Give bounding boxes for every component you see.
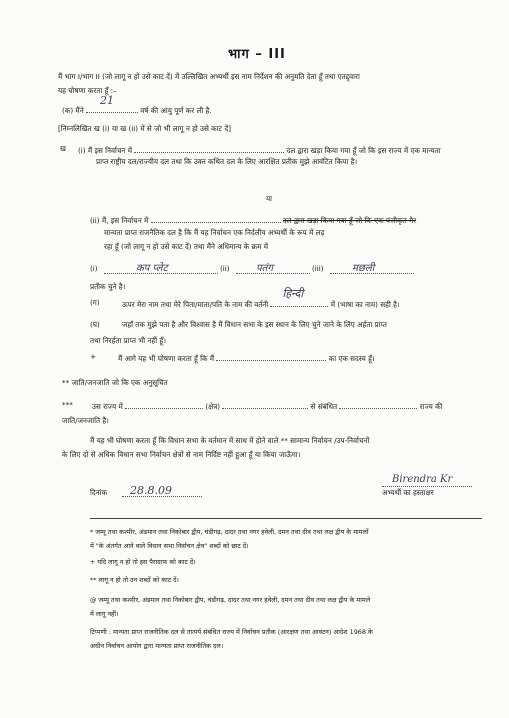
symbol-iii-value: मछली — [352, 263, 375, 274]
language-field[interactable] — [270, 287, 328, 307]
clause-a-suffix: वर्ष की आयु पूर्ण कर ली है. — [140, 106, 212, 115]
language-value: हिन्दी — [282, 287, 304, 300]
caste-line: ** जाति/जनजाति जो कि एक अनुसूचित — [62, 378, 168, 387]
candidate-signature: Birendra Kr — [392, 474, 453, 485]
footnote-2: + यदि लागू न हो तो इस पैराग्राफ को काट दें। — [90, 558, 196, 566]
symbol-i-value: कप प्लेट — [136, 263, 168, 274]
clause-g-label: (ग) — [90, 298, 100, 307]
clause-b-i — [78, 144, 441, 156]
clause-b-i-start: (i) मैं इस निर्वाचन में — [78, 146, 132, 155]
footnote-1-cont: में "के अंतर्गत आने वाले विधान सभा निर्वाचन क्षेत्र" शब्दों को छाट दें। — [90, 542, 249, 550]
footnote-5-cont: अधीन निर्वाचन आयोग द्वारा मान्यता प्राप्त राजनीतिक दल। — [90, 642, 224, 650]
clause-b-ii-end: दल द्वारा खड़ा किया गया हूँ जो कि एक पंजीकृत गैर — [282, 216, 417, 225]
state-clause — [92, 400, 443, 412]
signature-caption: अभ्यर्थी का हस्ताक्षर — [382, 486, 472, 498]
clause-gh-text: जहाँ तक मुझे पता है और विश्वास है मैं विधान सभा के इस स्थान के लिए चुने जाने के लिए अर्हता प्राप्त — [122, 320, 387, 329]
triple-star: *** — [62, 400, 73, 409]
plus-end: का एक सदस्य हूँ। — [328, 354, 375, 363]
clause-b-i-line2: प्राप्त राष्ट्रीय दल/राज्यीय दल तथा कि उक्त कथित दल के लिए आरक्षित प्रतीक मुझे आवंटित किया है। — [96, 157, 358, 166]
clause-b-label: ख — [60, 144, 66, 153]
intro-line-1: मैं भाग I/भाग II (जो लागू न हो उसे काट दें) में उल्लिखित अभ्यर्थी इस नाम निर्देशन की अनुमति देता हूँ तथा एतद्द्वारा — [58, 72, 360, 81]
clause-b-ii-start: (ii) मैं, इस निर्वाचन में — [90, 216, 149, 225]
symbol-iii-label: (iii) — [312, 264, 324, 273]
footnote-3: ** लागू न हो तो उन शब्दों को काट दें। — [90, 576, 179, 584]
related-label: से संबंधित — [310, 402, 338, 411]
footnote-5: टिप्पणी : मान्यता प्राप्त राजनीतिक दल से तात्पर्य संबंधित राज्य में निर्वाचन प्रतीक (आरक्षण तथा आवंटन) आदेश 1968 के — [90, 628, 373, 636]
age-field[interactable] — [86, 94, 138, 113]
related-field[interactable] — [339, 400, 417, 409]
party-field-i[interactable] — [134, 144, 284, 153]
state-end: राज्य की — [419, 402, 443, 411]
footnote-1: * जम्मू तथा कश्मीर, अंडमान तथा निकोबार द्वीप, चंडीगढ़, दादर तथा नगर हवेली, दमन तथा दीव तथा लक्ष द्वीप के मामलों — [90, 528, 369, 536]
clause-b-i-end: दल द्वारा खड़ा किया गया हूँ जो कि इस राज्य में एक मान्यता — [286, 146, 441, 155]
final-declaration-1: मैं यह भी घोषणा करता हूँ कि विधान सभा के वर्तमान में साथ में होने वाले ** सामान्य निर्वाचन /उप-निर्वाचनों — [90, 436, 370, 445]
final-declaration-2: के लिए दो से अधिक विधान सभा निर्वाचन क्षेत्रों से नाम निर्दिष्ट नहीं हुआ हूँ या किया जाऊँगा। — [62, 450, 301, 459]
area-label: (क्षेत्र) — [205, 402, 221, 411]
footnote-4-cont: में लागू नहीं। — [90, 610, 119, 618]
clause-b-ii-line3: रहा हूँ (जो लागू न हो उसे काट दें) तथा मैंने अधिमान्य के क्रम में — [104, 242, 268, 251]
clause-b-ii-line2: मान्यता प्राप्त राजनैतिक दल है कि मैं यह निर्वाचन एक निर्दलीय अभ्यर्थी के रूप में लड़ — [104, 228, 325, 237]
symbol-i-label: (i) — [90, 264, 98, 273]
state-field[interactable] — [125, 400, 203, 409]
age-value: 21 — [100, 94, 114, 107]
state-text: उस राज्य में — [92, 402, 123, 411]
symbol-ii-value: पतंग — [256, 263, 274, 274]
clause-gh-line2: तथा निरर्हता प्राप्त भी नहीं हूँ। — [90, 336, 166, 345]
plus-label: + — [90, 352, 97, 361]
date-label: दिनांक — [90, 488, 108, 497]
page-title: भाग – III — [228, 47, 286, 62]
plus-text: मैं आगे यह भी घोषणा करता हूँ कि मैं — [118, 354, 215, 363]
community-field[interactable] — [216, 352, 326, 361]
clause-b-ii — [90, 214, 416, 226]
area-field[interactable] — [222, 400, 308, 409]
caste-end: जाति/जनजाति है। — [62, 416, 109, 425]
strike-note: [निम्नलिखित ख (i) या ख (ii) में से जो भी लागू न हो उसे काट दें] — [58, 124, 232, 133]
clause-a — [62, 94, 212, 116]
symbols-chosen: प्रतीक चुने है। — [90, 282, 126, 291]
clause-g-text: ऊपर मेरा नाम तथा मेरे पिता/माता/पति के नाम की वर्तनी — [122, 300, 269, 309]
date-value: 28.8.09 — [130, 484, 172, 497]
clause-g-end: में (भाषा का नाम) सही है। — [330, 300, 400, 309]
plus-clause — [118, 352, 375, 364]
clause-gh-label: (घ) — [90, 320, 100, 329]
clause-g — [122, 287, 400, 310]
footnote-divider — [90, 518, 482, 519]
footnote-4: @ जम्मू तथा कश्मीर, अंडमान तथा निकोबार द्वीप, चंडीगढ़, दादर तथा नगर हवेली, दमन तथा दीव तथा लक्ष द्वीप के मामले — [90, 596, 371, 604]
clause-a-prefix: (क) मैंने — [62, 106, 84, 115]
intro-line-2: यह घोषणा करता हूँ :– — [58, 86, 117, 95]
or-label: या — [266, 194, 273, 203]
symbol-ii-label: (ii) — [220, 264, 230, 273]
party-field-ii[interactable] — [151, 214, 281, 223]
